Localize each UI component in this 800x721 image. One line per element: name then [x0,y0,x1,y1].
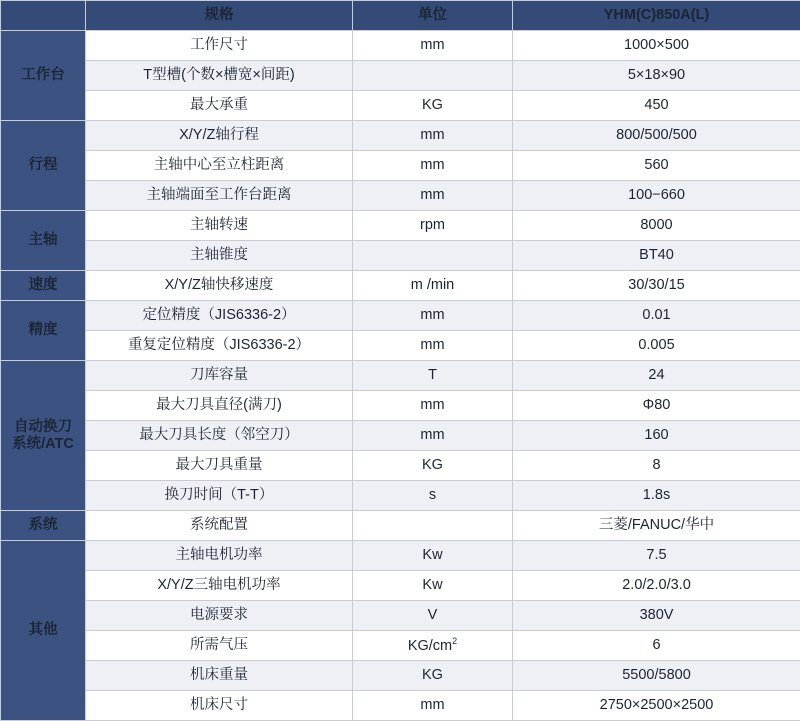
group-label: 速度 [1,271,86,301]
spec-value: 5×18×90 [513,61,800,91]
table-body [1,31,800,721]
spec-item: 重复定位精度（JIS6336-2） [86,331,353,361]
spec-unit: Kw [353,571,513,601]
spec-item: 主轴锥度 [86,241,353,271]
spec-value: 0.005 [513,331,800,361]
spec-value: 0.01 [513,301,800,331]
spec-unit [353,511,513,541]
spec-unit: mm [353,391,513,421]
spec-value: 三菱/FANUC/华中 [513,511,800,541]
spec-item: 主轴中心至立柱距离 [86,151,353,181]
spec-unit: Kw [353,541,513,571]
spec-item: 系统配置 [86,511,353,541]
spec-value: 1000×500 [513,31,800,61]
spec-item: X/Y/Z轴快移速度 [86,271,353,301]
spec-item: 最大刀具长度（邻空刀） [86,421,353,451]
table-row [1,211,800,241]
spec-unit: rpm [353,211,513,241]
table-row [1,151,800,181]
spec-unit: mm [353,421,513,451]
table-row [1,121,800,151]
spec-unit: mm [353,181,513,211]
table-row [1,481,800,511]
spec-value: Φ80 [513,391,800,421]
spec-item: T型槽(个数×槽宽×间距) [86,61,353,91]
spec-value: 30/30/15 [513,271,800,301]
table-row [1,631,800,661]
spec-item: 机床重量 [86,661,353,691]
spec-item: 所需气压 [86,631,353,661]
spec-item: X/Y/Z轴行程 [86,121,353,151]
spec-unit: mm [353,121,513,151]
table-row [1,571,800,601]
table-header-row [1,1,800,31]
group-label: 行程 [1,121,86,211]
table-row [1,31,800,61]
spec-item: 电源要求 [86,601,353,631]
spec-unit: V [353,601,513,631]
spec-item: 最大刀具重量 [86,451,353,481]
spec-value: 24 [513,361,800,391]
spec-item: 机床尺寸 [86,691,353,721]
table-row [1,661,800,691]
spec-value: 560 [513,151,800,181]
spec-item: 最大承重 [86,91,353,121]
spec-unit: mm [353,151,513,181]
group-label: 工作台 [1,31,86,121]
spec-unit: mm [353,691,513,721]
spec-item: 工作尺寸 [86,31,353,61]
spec-value: 2.0/2.0/3.0 [513,571,800,601]
spec-unit: $KG/cm^2$ [353,631,513,661]
group-label: 主轴 [1,211,86,271]
group-label: 其他 [1,541,86,721]
table-row [1,91,800,121]
spec-unit: T [353,361,513,391]
spec-unit: KG [353,661,513,691]
spec-item: 刀库容量 [86,361,353,391]
table-row [1,181,800,211]
spec-unit: KG [353,91,513,121]
table-row [1,361,800,391]
spec-unit [353,61,513,91]
table-row [1,451,800,481]
group-label: 精度 [1,301,86,361]
spec-value: 6 [513,631,800,661]
spec-value: 5500/5800 [513,661,800,691]
column-header-unit: 单位 [353,1,513,31]
spec-value: BT40 [513,241,800,271]
spec-value: 7.5 [513,541,800,571]
spec-value: 380V [513,601,800,631]
table-row [1,271,800,301]
table-row [1,301,800,331]
spec-unit: mm [353,31,513,61]
spec-item: 主轴转速 [86,211,353,241]
group-label: 自动换刀 系统/ATC [1,361,86,511]
spec-unit: KG [353,451,513,481]
table-row [1,61,800,91]
group-label: 系统 [1,511,86,541]
spec-value: 160 [513,421,800,451]
spec-item: 换刀时间（T-T） [86,481,353,511]
table-row [1,691,800,721]
spec-unit: mm [353,331,513,361]
table-row [1,511,800,541]
spec-value: 2750×2500×2500 [513,691,800,721]
spec-unit [353,241,513,271]
table-row [1,241,800,271]
column-header-group [1,1,86,31]
table-row [1,541,800,571]
spec-item: 主轴端面至工作台距离 [86,181,353,211]
spec-item: 主轴电机功率 [86,541,353,571]
table-row [1,601,800,631]
table-header [1,1,800,31]
column-header-item: 规格 [86,1,353,31]
column-header-value: YHM(C)850A(L) [513,1,800,31]
spec-item: 最大刀具直径(满刀) [86,391,353,421]
spec-value: 800/500/500 [513,121,800,151]
spec-unit: mm [353,301,513,331]
spec-value: 8 [513,451,800,481]
spec-value: 450 [513,91,800,121]
spec-item: X/Y/Z三轴电机功率 [86,571,353,601]
spec-value: 100−660 [513,181,800,211]
table-row [1,421,800,451]
spec-value: 1.8s [513,481,800,511]
table-row [1,391,800,421]
spec-unit: s [353,481,513,511]
table-row [1,331,800,361]
spec-unit: m /min [353,271,513,301]
spec-value: 8000 [513,211,800,241]
spec-item: 定位精度（JIS6336-2） [86,301,353,331]
